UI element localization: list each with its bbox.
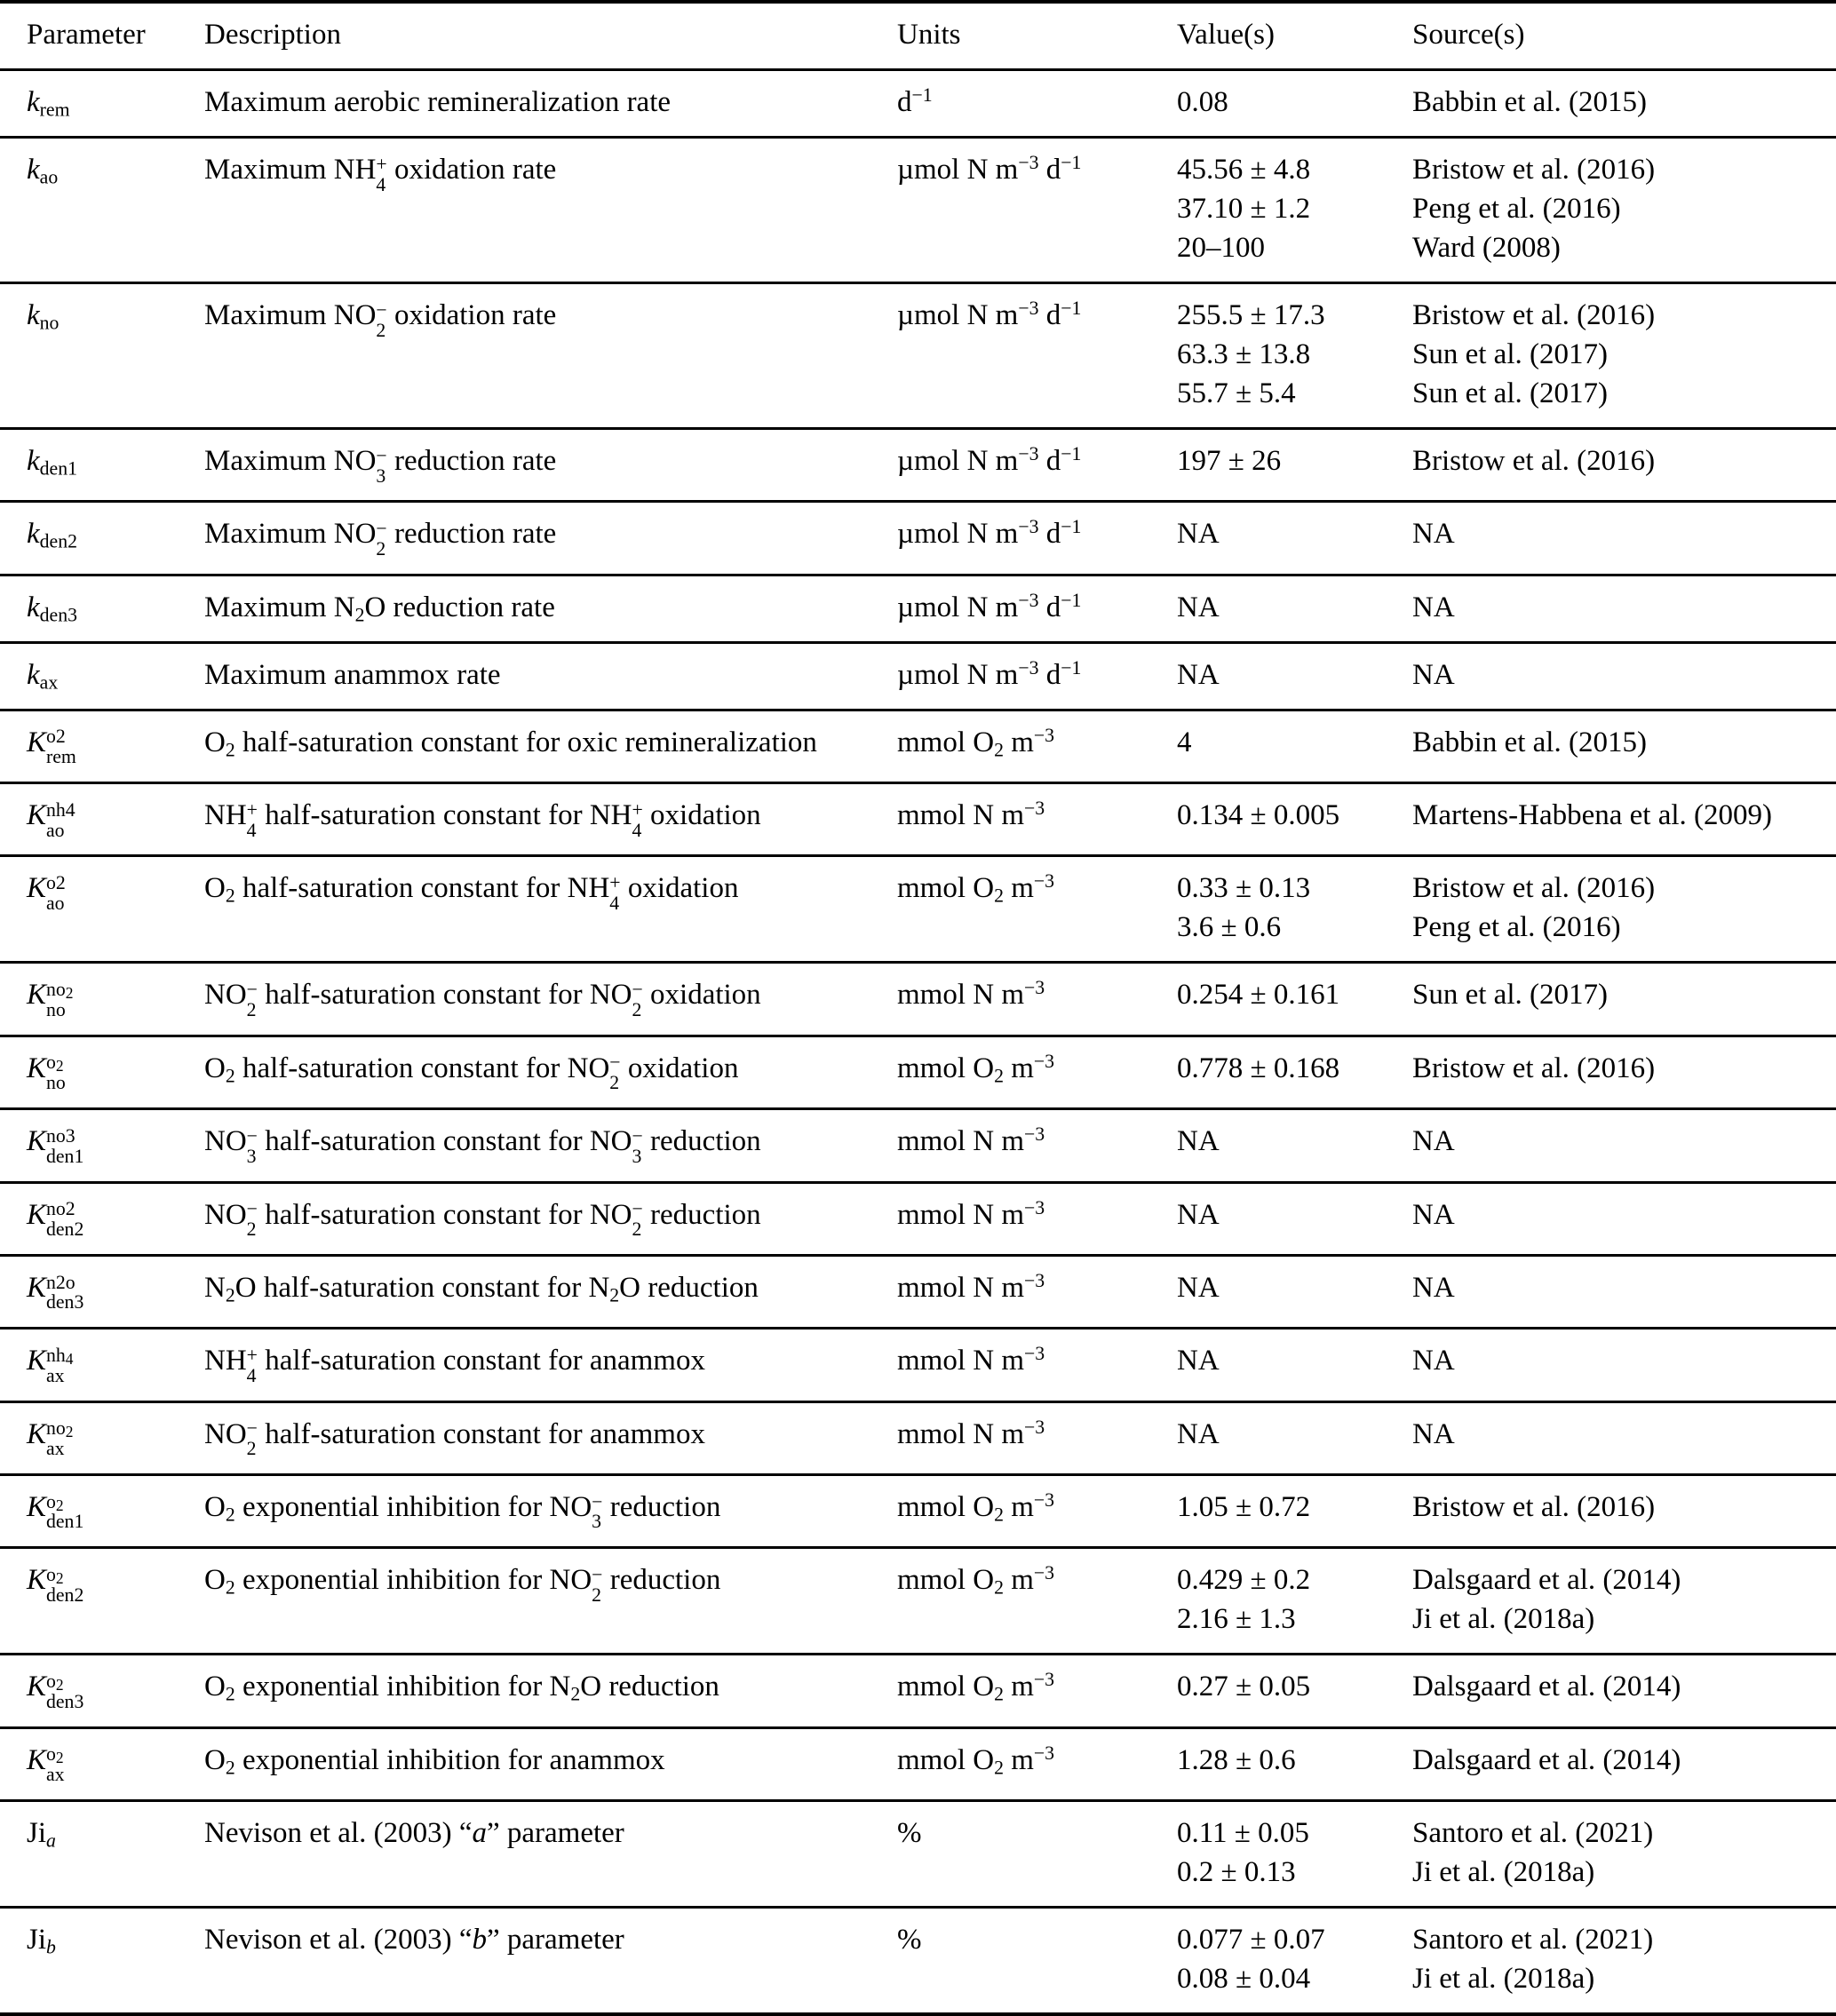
units-cell: $d^{-1}$ [897, 84, 933, 118]
param-cell: K n2o den3 [27, 1271, 84, 1314]
value-line: 45.56 ± 4.8 [1177, 154, 1311, 186]
value-line: 55.7 ± 5.4 [1177, 377, 1296, 409]
units-cell: mmol N $m^{-3}$ [897, 798, 1045, 832]
units-cell: mmol N $m^{-3}$ [897, 1196, 1045, 1231]
sources-cell [1412, 963, 1836, 1036]
value-line: NA [1177, 1198, 1220, 1231]
description-cell: Nevison et al. (2003) “a” parameter [204, 1817, 624, 1850]
value-line: 0.2 ± 0.13 [1177, 1856, 1296, 1889]
value-line: NA [1177, 591, 1220, 623]
sources-cell [1412, 1474, 1836, 1547]
values-cell [1177, 783, 1412, 856]
value-line: 0.077 ± 0.07 [1177, 1924, 1325, 1956]
param-cell: $k_{ax}$ [27, 658, 59, 694]
values-cell [1177, 1655, 1412, 1727]
table-row [0, 1036, 1836, 1108]
units-cell: mmol $O_2$ $m^{-3}$ [897, 870, 1055, 907]
description-cell: Maximum anammox rate [204, 658, 501, 691]
value-line: 0.254 ± 0.161 [1177, 979, 1340, 1012]
source-line: Ji et al. (2018a) [1412, 1603, 1595, 1636]
table-row [0, 1655, 1836, 1727]
value-line: 0.33 ± 0.13 [1177, 872, 1311, 905]
value-line: 0.11 ± 0.05 [1177, 1817, 1309, 1850]
values-cell [1177, 283, 1412, 429]
values-cell [1177, 502, 1412, 575]
values-cell [1177, 138, 1412, 283]
param-cell: K $o_2$ den1 [27, 1490, 84, 1533]
table-row [0, 429, 1836, 502]
param-cell: K nh4 ao [27, 798, 76, 841]
param-cell: K $o_2$ den2 [27, 1563, 84, 1606]
param-cell: K $no_2$ ax [27, 1417, 74, 1460]
description-cell: $O_2$ exponential inhibition for $N_2O$ reduction [204, 1671, 719, 1705]
value-line: NA [1177, 658, 1220, 691]
values-cell [1177, 1401, 1412, 1474]
param-cell: $k_{ao}$ [27, 154, 59, 188]
param-cell: K no3 den1 [27, 1124, 84, 1167]
sources-cell [1412, 1727, 1836, 1800]
values-cell [1177, 1182, 1412, 1255]
description-cell: NO − 2 half-saturation constant for NO − 2 reduction [204, 1198, 761, 1241]
units-cell: mmol N $m^{-3}$ [897, 1123, 1045, 1158]
value-line: 4 [1177, 726, 1192, 758]
value-line: 0.08 [1177, 86, 1228, 118]
value-line: 3.6 ± 0.6 [1177, 911, 1282, 944]
param-cell: $k_{no}$ [27, 299, 60, 334]
column-header-units: Units [897, 19, 961, 51]
description-cell: Maximum NH + 4 oxidation rate [204, 153, 557, 195]
values-cell [1177, 856, 1412, 963]
description-cell: Maximum NO − 2 oxidation rate [204, 298, 557, 341]
source-line: NA [1412, 1198, 1455, 1231]
table-row [0, 1474, 1836, 1547]
sources-cell [1412, 283, 1836, 429]
units-cell: mmol $O_2$ $m^{-3}$ [897, 1742, 1055, 1779]
param-cell: K no2 den2 [27, 1198, 84, 1241]
values-cell [1177, 642, 1412, 710]
param-cell: $k_{rem}$ [27, 86, 70, 121]
source-line: Dalsgaard et al. (2014) [1412, 1743, 1681, 1776]
sources-cell [1412, 856, 1836, 963]
sources-cell [1412, 1908, 1836, 2015]
source-line: Dalsgaard et al. (2014) [1412, 1671, 1681, 1703]
source-line: Bristow et al. (2016) [1412, 872, 1656, 905]
sources-cell [1412, 1255, 1836, 1328]
column-header-values: Value(s) [1177, 19, 1275, 51]
values-cell [1177, 1474, 1412, 1547]
values-cell [1177, 963, 1412, 1036]
value-line: 255.5 ± 17.3 [1177, 299, 1325, 331]
values-cell [1177, 1801, 1412, 1908]
source-line: NA [1412, 1125, 1455, 1158]
table-row [0, 642, 1836, 710]
source-line: Bristow et al. (2016) [1412, 445, 1656, 477]
source-line: Dalsgaard et al. (2014) [1412, 1564, 1681, 1597]
source-line: Sun et al. (2017) [1412, 338, 1608, 370]
description-cell: Maximum $N_2O$ reduction rate [204, 591, 555, 626]
sources-cell [1412, 575, 1836, 642]
sources-cell [1412, 642, 1836, 710]
value-line: 0.08 ± 0.04 [1177, 1963, 1311, 1996]
table-row [0, 1329, 1836, 1401]
table-header [0, 2, 1836, 70]
values-cell [1177, 1329, 1412, 1401]
values-cell [1177, 575, 1412, 642]
table-row [0, 575, 1836, 642]
units-cell: mmol N $m^{-3}$ [897, 1270, 1045, 1304]
units-cell: % [897, 1924, 922, 1956]
table-row [0, 1801, 1836, 1908]
param-cell: K $no_2$ no [27, 979, 74, 1020]
value-line: 197 ± 26 [1177, 445, 1282, 477]
sources-cell [1412, 1109, 1836, 1182]
values-cell [1177, 1548, 1412, 1655]
param-cell: K $o_2$ no [27, 1052, 66, 1094]
column-header-description: Description [204, 19, 341, 51]
value-line: 0.27 ± 0.05 [1177, 1671, 1311, 1703]
value-line: 0.778 ± 0.168 [1177, 1052, 1340, 1084]
values-cell [1177, 1908, 1412, 2015]
description-cell: $O_2$ half-saturation constant for oxic remineralization [204, 726, 817, 761]
description-cell: NH + 4 half-saturation constant for NH + 4 oxidation [204, 798, 761, 841]
units-cell: mmol $O_2$ $m^{-3}$ [897, 1562, 1055, 1599]
param-cell: $Ji_b$ [27, 1924, 56, 1958]
param-cell: $k_{den3}$ [27, 591, 77, 626]
source-line: NA [1412, 518, 1455, 551]
sources-cell [1412, 1182, 1836, 1255]
sources-cell [1412, 1036, 1836, 1108]
units-cell: mmol N $m^{-3}$ [897, 1343, 1045, 1377]
value-line: NA [1177, 1125, 1220, 1158]
table-row [0, 963, 1836, 1036]
description-cell: Maximum aerobic remineralization rate [204, 86, 672, 118]
units-cell: µmol N $m^{-3}$ $d^{-1}$ [897, 656, 1082, 691]
source-line: Babbin et al. (2015) [1412, 86, 1647, 118]
table-row [0, 70, 1836, 138]
units-cell: mmol N $m^{-3}$ [897, 1416, 1045, 1450]
description-cell: $O_2$ half-saturation constant for NO − 2 oxidation [204, 1052, 739, 1094]
source-line: Ji et al. (2018a) [1412, 1963, 1595, 1996]
table-row [0, 710, 1836, 782]
param-cell: $Ji_a$ [27, 1817, 56, 1852]
sources-cell [1412, 138, 1836, 283]
table-row [0, 138, 1836, 283]
values-cell [1177, 70, 1412, 138]
table-row [0, 1401, 1836, 1474]
value-line: 1.28 ± 0.6 [1177, 1743, 1296, 1776]
value-line: NA [1177, 1345, 1220, 1377]
source-line: Peng et al. (2016) [1412, 193, 1621, 225]
description-cell: NH + 4 half-saturation constant for anammox [204, 1344, 705, 1386]
value-line: 1.05 ± 0.72 [1177, 1490, 1311, 1523]
value-line: NA [1177, 1417, 1220, 1450]
table-row [0, 502, 1836, 575]
units-cell: µmol N $m^{-3}$ $d^{-1}$ [897, 443, 1082, 477]
table-body [0, 70, 1836, 2015]
source-line: Bristow et al. (2016) [1412, 1052, 1656, 1084]
sources-cell [1412, 1548, 1836, 1655]
table-row [0, 1255, 1836, 1328]
table-row [0, 1727, 1836, 1800]
source-line: Martens-Habbena et al. (2009) [1412, 799, 1773, 832]
description-cell: $O_2$ half-saturation constant for NH + 4 oxidation [204, 872, 739, 914]
units-cell: µmol N $m^{-3}$ $d^{-1}$ [897, 589, 1082, 623]
description-cell: Maximum NO − 3 reduction rate [204, 444, 557, 487]
source-line: Ji et al. (2018a) [1412, 1856, 1595, 1889]
sources-cell [1412, 429, 1836, 502]
header-row [0, 2, 1836, 70]
description-cell: NO − 2 half-saturation constant for anammox [204, 1417, 705, 1460]
units-cell: µmol N $m^{-3}$ $d^{-1}$ [897, 298, 1082, 331]
param-cell: K $o_2$ ax [27, 1743, 65, 1786]
source-line: NA [1412, 1345, 1455, 1377]
description-cell: $O_2$ exponential inhibition for NO − 3 reduction [204, 1490, 721, 1533]
value-line: 0.429 ± 0.2 [1177, 1564, 1311, 1597]
units-cell: mmol $O_2$ $m^{-3}$ [897, 1489, 1055, 1526]
source-line: Bristow et al. (2016) [1412, 299, 1656, 331]
param-cell: K $nh_4$ ax [27, 1344, 74, 1386]
source-line: NA [1412, 1271, 1455, 1304]
sources-cell [1412, 502, 1836, 575]
values-cell [1177, 429, 1412, 502]
param-cell: K o2 ao [27, 872, 66, 914]
column-header-sources: Source(s) [1412, 19, 1525, 51]
source-line: Santoro et al. (2021) [1412, 1924, 1654, 1956]
units-cell: µmol N $m^{-3}$ $d^{-1}$ [897, 152, 1082, 186]
source-line: NA [1412, 658, 1455, 691]
table-row [0, 1182, 1836, 1255]
description-cell: Maximum NO − 2 reduction rate [204, 518, 557, 560]
sources-cell [1412, 710, 1836, 782]
values-cell [1177, 1036, 1412, 1108]
values-cell [1177, 1255, 1412, 1328]
description-cell: NO − 3 half-saturation constant for NO − 3 reduction [204, 1124, 761, 1167]
value-line: NA [1177, 1271, 1220, 1304]
param-cell: K o2 rem [27, 726, 76, 768]
sources-cell [1412, 1329, 1836, 1401]
description-cell: Nevison et al. (2003) “b” parameter [204, 1924, 624, 1956]
value-line: 37.10 ± 1.2 [1177, 193, 1311, 225]
units-cell: mmol $O_2$ $m^{-3}$ [897, 724, 1055, 761]
description-cell: NO − 2 half-saturation constant for NO − 2 oxidation [204, 979, 761, 1020]
source-line: Bristow et al. (2016) [1412, 1490, 1656, 1523]
description-cell: $N_2O$ half-saturation constant for $N_2O$ reduction [204, 1271, 759, 1306]
value-line: 20–100 [1177, 232, 1265, 264]
values-cell [1177, 1109, 1412, 1182]
table-row [0, 283, 1836, 429]
table-row [0, 1548, 1836, 1655]
description-cell: $O_2$ exponential inhibition for NO − 2 reduction [204, 1563, 721, 1606]
source-line: NA [1412, 1417, 1455, 1450]
column-header-parameter: Parameter [27, 19, 146, 51]
table-row [0, 856, 1836, 963]
table-row [0, 1908, 1836, 2015]
units-cell: mmol $O_2$ $m^{-3}$ [897, 1050, 1055, 1087]
description-cell: $O_2$ exponential inhibition for anammox [204, 1743, 665, 1779]
source-line: Santoro et al. (2021) [1412, 1817, 1654, 1850]
source-line: Ward (2008) [1412, 232, 1561, 264]
param-cell: $k_{den2}$ [27, 518, 77, 552]
table-row [0, 1109, 1836, 1182]
sources-cell [1412, 70, 1836, 138]
sources-cell [1412, 1401, 1836, 1474]
param-cell: K $o_2$ den3 [27, 1670, 84, 1712]
sources-cell [1412, 1801, 1836, 1908]
values-cell [1177, 710, 1412, 782]
value-line: 0.134 ± 0.005 [1177, 799, 1340, 832]
param-cell: $k_{den1}$ [27, 445, 77, 480]
source-line: Sun et al. (2017) [1412, 979, 1608, 1012]
source-line: Babbin et al. (2015) [1412, 726, 1647, 758]
values-cell [1177, 1727, 1412, 1800]
sources-cell [1412, 783, 1836, 856]
value-line: 63.3 ± 13.8 [1177, 338, 1311, 370]
source-line: NA [1412, 591, 1455, 623]
source-line: Sun et al. (2017) [1412, 377, 1608, 409]
value-line: 2.16 ± 1.3 [1177, 1603, 1296, 1636]
units-cell: µmol N $m^{-3}$ $d^{-1}$ [897, 516, 1082, 551]
units-cell: mmol $O_2$ $m^{-3}$ [897, 1669, 1055, 1705]
value-line: NA [1177, 518, 1220, 551]
sources-cell [1412, 1655, 1836, 1727]
units-cell: mmol N $m^{-3}$ [897, 977, 1045, 1012]
units-cell: % [897, 1817, 922, 1850]
table-row [0, 783, 1836, 856]
source-line: Peng et al. (2016) [1412, 911, 1621, 944]
source-line: Bristow et al. (2016) [1412, 154, 1656, 186]
